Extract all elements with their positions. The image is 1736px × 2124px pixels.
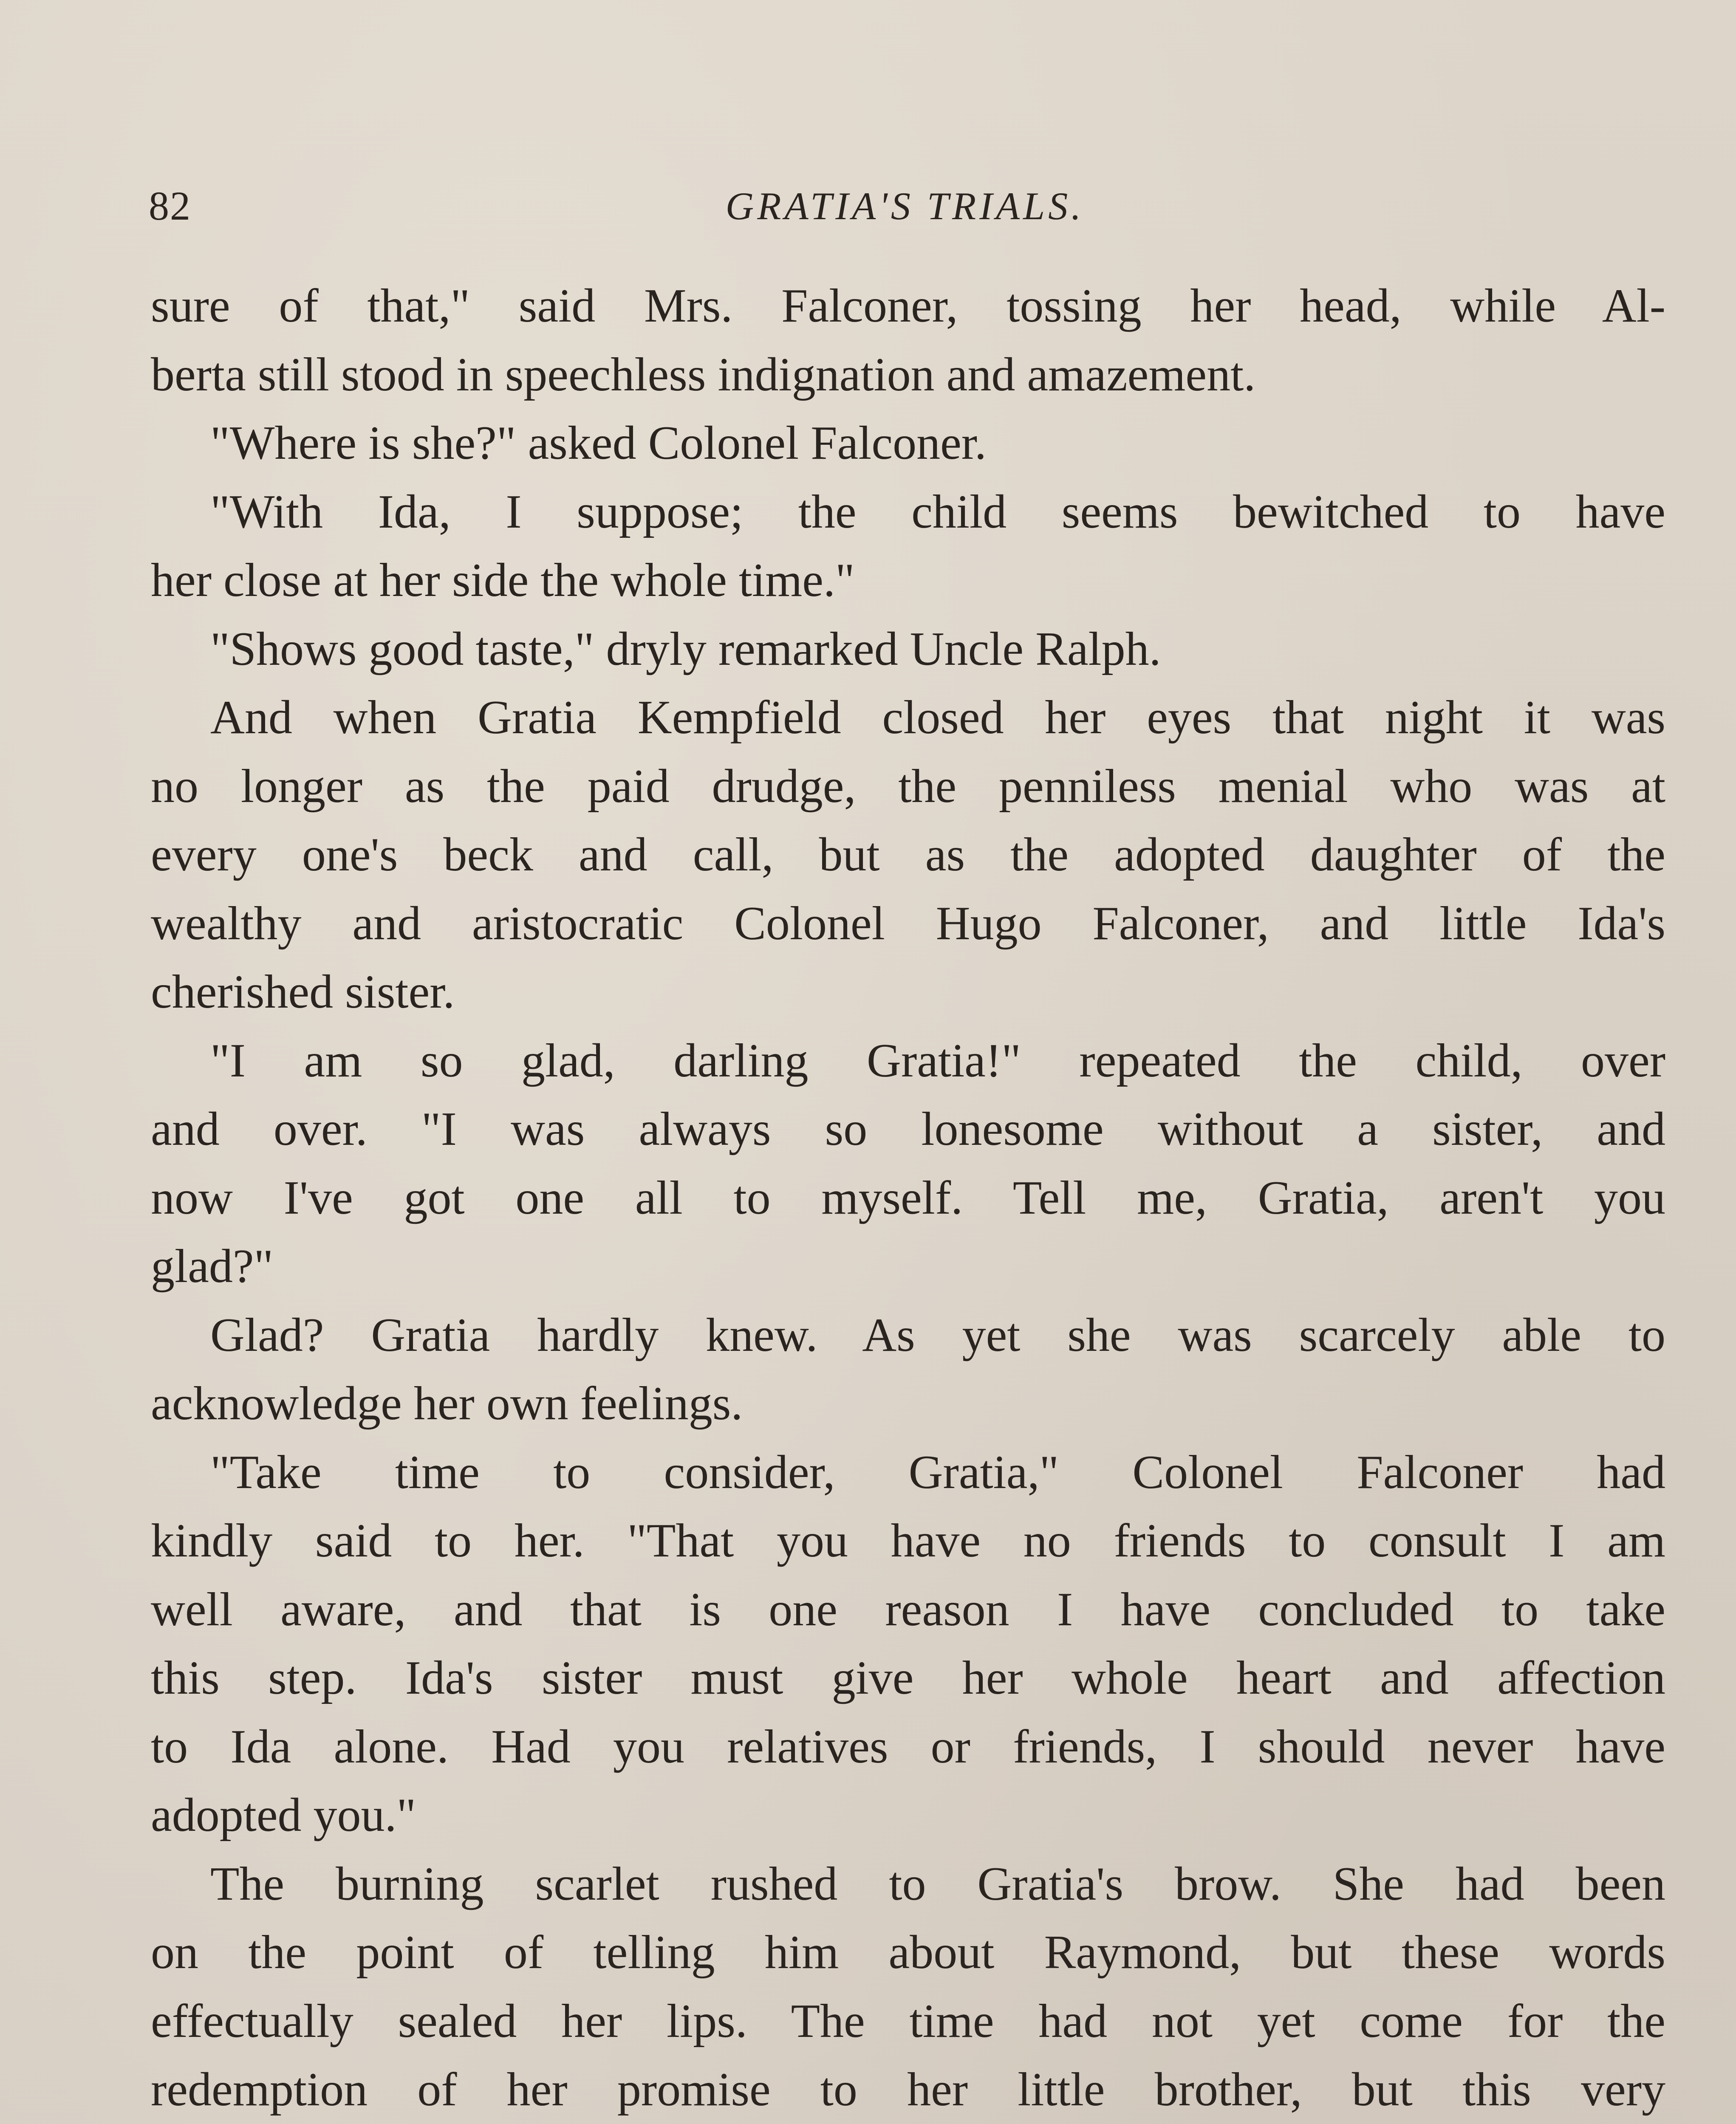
text-line: sure of that," said Mrs. Falconer, tossing her head, while Al- xyxy=(151,280,1665,332)
text-line: "Shows good taste," dryly remarked Uncle Ralph. xyxy=(210,622,1161,675)
text-line: "Take time to consider, Gratia," Colonel Falconer had xyxy=(210,1446,1665,1499)
text-line: now I've got one all to myself. Tell me, Gratia, aren't you xyxy=(151,1171,1665,1224)
text-line: redemption of her promise to her little brother, but this very xyxy=(151,2063,1665,2116)
running-title: GRATIA'S TRIALS. xyxy=(725,184,1085,228)
text-line: wealthy and aristocratic Colonel Hugo Falconer, and little Ida's xyxy=(151,897,1665,950)
text-line: The burning scarlet rushed to Gratia's brow. She had been xyxy=(210,1857,1665,1910)
text-line: to Ida alone. Had you relatives or friends, I should never have xyxy=(151,1720,1665,1773)
text-line: on the point of telling him about Raymond, but these words xyxy=(151,1926,1665,1979)
text-line: her close at her side the whole time." xyxy=(151,554,855,607)
text-line: "With Ida, I suppose; the child seems bewitched to have xyxy=(210,485,1665,538)
text-line: no longer as the paid drudge, the penniless menial who was at xyxy=(151,760,1665,813)
page-number: 82 xyxy=(149,183,191,229)
page-header xyxy=(149,174,1661,238)
text-line: glad?" xyxy=(151,1240,274,1293)
text-line: cherished sister. xyxy=(151,966,455,1018)
text-line: adopted you." xyxy=(151,1789,416,1842)
text-line: Glad? Gratia hardly knew. As yet she was scarcely able to xyxy=(210,1308,1665,1361)
text-line: and over. "I was always so lonesome without a sister, and xyxy=(151,1103,1665,1155)
text-line: berta still stood in speechless indignation and amazement. xyxy=(151,348,1256,401)
text-line: acknowledge her own feelings. xyxy=(151,1377,743,1430)
text-line: this step. Ida's sister must give her whole heart and affection xyxy=(151,1652,1665,1704)
text-line: "Where is she?" asked Colonel Falconer. xyxy=(210,417,987,469)
text-line: kindly said to her. "That you have no friends to consult I am xyxy=(151,1514,1665,1567)
text-line: every one's beck and call, but as the adopted daughter of the xyxy=(151,828,1665,881)
text-line: And when Gratia Kempfield closed her eyes that night it was xyxy=(210,691,1665,744)
text-line: effectually sealed her lips. The time had not yet come for the xyxy=(151,1994,1665,2048)
text-line: "I am so glad, darling Gratia!" repeated the child, over xyxy=(210,1034,1665,1087)
body-text xyxy=(151,272,1665,2124)
text-line: well aware, and that is one reason I have concluded to take xyxy=(151,1583,1665,1636)
